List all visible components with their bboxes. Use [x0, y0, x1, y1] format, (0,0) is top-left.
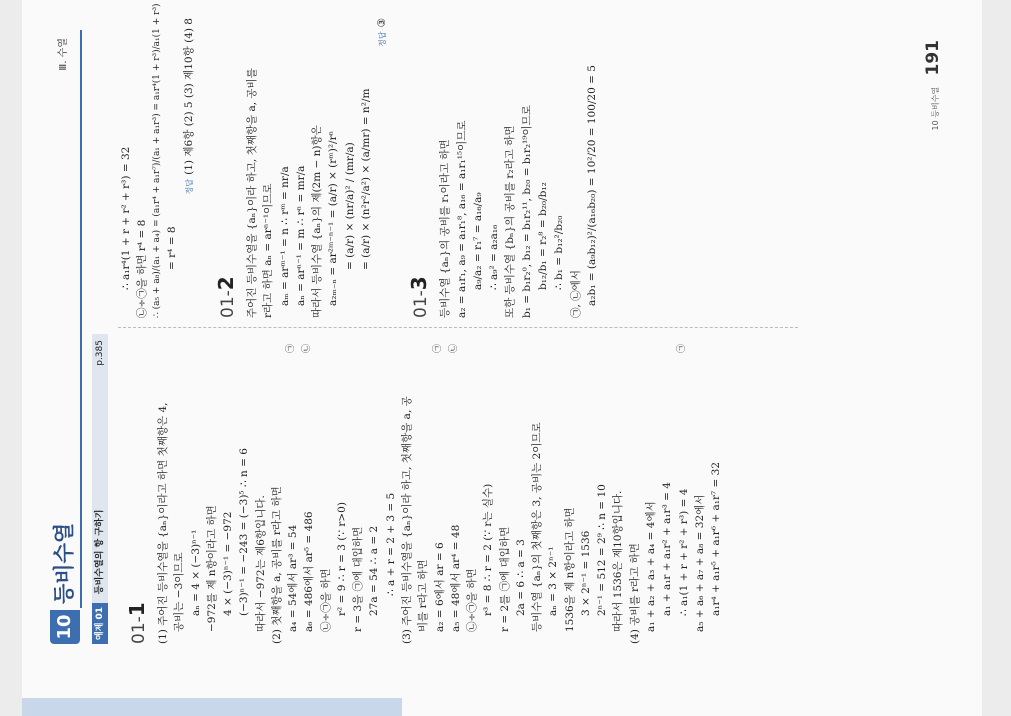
- solution-line: a₂b₁ = (a₉b₁₂)²/(a₁₆b₂₀) = 10²/20 = 100/20 = 5: [585, 65, 598, 306]
- solution-line: r³ = 8 ∴ r = 2 (∵ r는 실수): [482, 483, 495, 616]
- part-label: Ⅲ. 수열: [58, 38, 69, 71]
- solution-line: (3) 주어진 등비수열을 {aₙ}이라 하고, 첫째항을 a, 공: [400, 396, 413, 644]
- problem-number: [211, 18, 242, 318]
- solution-line: ㉡÷㉠을 하면 r⁴ = 8: [136, 219, 149, 318]
- solution-line: 1536을 제 n항이라고 하면: [563, 507, 576, 632]
- solution-line: (−3)ⁿ⁻¹ = −243 = (−3)⁵ ∴ n = 6: [238, 448, 251, 616]
- solution-line: [448, 344, 464, 644]
- equation-text: a₄ = 54에서 ar³ = 54: [287, 524, 300, 632]
- problem-label: 01-: [129, 616, 149, 644]
- chapter-number-badge: 10: [50, 610, 80, 644]
- solution-line: ∴ b₁ = b₁₂²/b₂₀: [553, 215, 566, 290]
- chapter-title: 등비수열: [52, 522, 76, 604]
- equation-text: a₆ = 486에서 ar⁵ = 486: [303, 511, 316, 632]
- solution-line: 또한 등비수열 {bₙ}의 공비를 r₂라고 하면: [504, 125, 517, 318]
- solution-line: r = 3을 ㉠에 대입하면: [352, 526, 365, 632]
- solution-line: 3 × 2ⁿ⁻¹ = 1536: [579, 530, 592, 616]
- solution-line: 비를 r라고 하면: [417, 559, 430, 632]
- solution-line: ∴ a₁r⁴(1 + r + r² + r³) = 32: [120, 146, 132, 290]
- solution-line: (4) 공비를 r라고 하면: [628, 543, 641, 644]
- page-footer: [920, 40, 946, 130]
- solution-line: [432, 344, 448, 644]
- solution-line: [676, 344, 692, 644]
- example-label-bar: [92, 334, 108, 644]
- solution-line: aₘ = arᵐ⁻¹ = n ∴ rᵐ = nr/a: [278, 166, 291, 306]
- equation-marker: ㉠: [286, 344, 297, 354]
- solution-line: 주어진 등비수열을 {aₙ}이라 하고, 첫째항을 a, 공비를: [246, 68, 258, 318]
- solution-line: ∴ a₉² = a₂a₁₆: [488, 224, 501, 290]
- problem-label-num: 1: [125, 602, 149, 617]
- footer-chapter: 10 등비수열: [930, 86, 940, 131]
- solution-line: a₉/a₂ = r₁⁷ = a₁₆/a₉: [471, 192, 484, 290]
- solution-line: b₁₂/b₁ = r₂⁸ = b₂₀/b₁₂: [536, 182, 549, 290]
- answer-icon: 정답: [184, 178, 194, 195]
- equation-text: a₅ = 48에서 ar⁴ = 48: [449, 524, 462, 632]
- equation-marker: ㉡: [302, 344, 313, 354]
- solution-line: 따라서 −972는 제6항입니다.: [254, 495, 267, 632]
- solution-line: r라고 하면 aₙ = arⁿ⁻¹이므로: [262, 183, 275, 318]
- problem-number: [122, 344, 153, 644]
- answer-line: [181, 18, 197, 318]
- problem-label-num: 2: [214, 276, 238, 291]
- solution-line: ∴ (a₅ + a₈)/(a₁ + a₄) = (a₁r⁴ + a₁r⁷)/(a₁ + a₁r³) = a₁r⁴(1 + r³)/a₁(1 + r³): [151, 3, 162, 318]
- problem-label: 01-: [411, 290, 432, 318]
- solution-line: 2ⁿ⁻¹ = 512 = 2⁹ ∴ n = 10: [596, 484, 609, 616]
- answer-text: ③: [376, 18, 389, 28]
- equation-marker: ㉡: [448, 344, 459, 354]
- equation-marker: ㉠: [676, 344, 687, 354]
- solution-line: aₙ = 3 × 2ⁿ⁻¹: [547, 546, 560, 616]
- book-page: [22, 0, 982, 716]
- header-rule: [80, 30, 82, 608]
- example-page-ref: p.385: [95, 340, 105, 366]
- solution-line: (1) 주어진 등비수열을 {aₙ}이라고 하면 첫째항은 4,: [157, 402, 169, 644]
- solution-line: 27a = 54 ∴ a = 2: [368, 525, 381, 616]
- problem-label: 01-: [218, 290, 238, 318]
- solution-line: ㉠, ㉡에서: [569, 270, 582, 318]
- solution-line: 4 × (−3)ⁿ⁻¹ = −972: [222, 511, 235, 616]
- problem-label-num: 3: [407, 276, 432, 291]
- right-column: [118, 3, 600, 318]
- solution-line: a₁r⁴ + a₁r⁵ + a₁r⁶ + a₁r⁷ = 32: [710, 461, 723, 616]
- solution-line: 등비수열 {aₙ}의 공비를 r₁이라고 하면: [439, 139, 452, 318]
- equation-text: a₂ = 6에서 ar = 6: [433, 542, 446, 632]
- solution-line: aₙ = arⁿ⁻¹ = m ∴ rⁿ = mr/a: [294, 165, 307, 306]
- solution-line: 따라서 1536은 제10항입니다.: [612, 490, 625, 632]
- solution-line: −972를 제 n항이라고 하면: [205, 505, 218, 632]
- solution-line: aₙ = 4 × (−3)ⁿ⁻¹: [189, 529, 202, 616]
- solution-line: r = 2를 ㉠에 대입하면: [498, 526, 511, 632]
- example-name: 등비수열의 항 구하기: [95, 509, 105, 595]
- solution-line: 2a = 6 ∴ a = 3: [514, 539, 527, 616]
- solution-line: b₁ = b₁r₂⁰, b₁₂ = b₁r₂¹¹, b₂₀ = b₁r₂¹⁹이므로: [520, 105, 533, 318]
- solution-line: (2) 첫째항을 a, 공비를 r라고 하면: [270, 486, 283, 644]
- solution-line: a₁ + a₁r + a₁r² + a₁r³ = 4: [661, 482, 674, 616]
- solution-line: 공비는 −3이므로: [173, 552, 186, 632]
- solution-line: = (a/r) × (nr/a)² / (mr/a): [343, 142, 356, 270]
- solution-line: ∴ a + r = 2 + 3 = 5: [384, 492, 397, 596]
- solution-line: [301, 344, 317, 644]
- left-column: [118, 344, 724, 644]
- solution-line: a₅ + a₆ + a₇ + a₈ = 32에서: [693, 494, 706, 632]
- solution-line: a₂ₘ₋ₙ = ar²ᵐ⁻ⁿ⁻¹ = (a/r) × (rᵐ)²/rⁿ: [327, 130, 340, 306]
- equation-marker: ㉠: [432, 344, 443, 354]
- solution-line: [285, 344, 301, 644]
- solution-line: a₁ + a₂ + a₃ + a₄ = 4에서: [644, 501, 657, 632]
- solution-line: a₂ = a₁r₁, a₉ = a₁r₁⁸, a₁₆ = a₁r₁¹⁵이므로: [455, 120, 468, 318]
- solution-line: 따라서 등비수열 {aₙ}의 제(2m − n)항은: [311, 125, 324, 318]
- problem-number: [404, 18, 435, 318]
- answer-text: (1) 제6항 (2) 5 (3) 제10항 (4) 8: [182, 18, 195, 175]
- solution-line: r² = 9 ∴ r = 3 (∵ r>0): [335, 502, 348, 616]
- answer-icon: 정답: [378, 31, 388, 47]
- column-divider: [118, 327, 798, 328]
- solution-line: = r⁴ = 8: [166, 226, 179, 270]
- example-tag: 예제 01: [92, 603, 108, 644]
- equation-text: ∴ a₁(1 + r + r² + r³) = 4: [677, 488, 690, 616]
- answer-line: [374, 18, 390, 318]
- solution-line: 등비수열 {aₙ}의 첫째항은 3, 공비는 2이므로: [531, 422, 544, 632]
- chapter-header: [40, 0, 80, 716]
- solution-line: ㉡÷㉠을 하면: [466, 568, 479, 632]
- solution-line: ㉡÷㉠을 하면: [319, 568, 332, 632]
- solution-line: = (a/r) × (n²r²/a²) × (a/mr) = n²/m: [359, 88, 372, 270]
- page-number: 191: [922, 40, 943, 76]
